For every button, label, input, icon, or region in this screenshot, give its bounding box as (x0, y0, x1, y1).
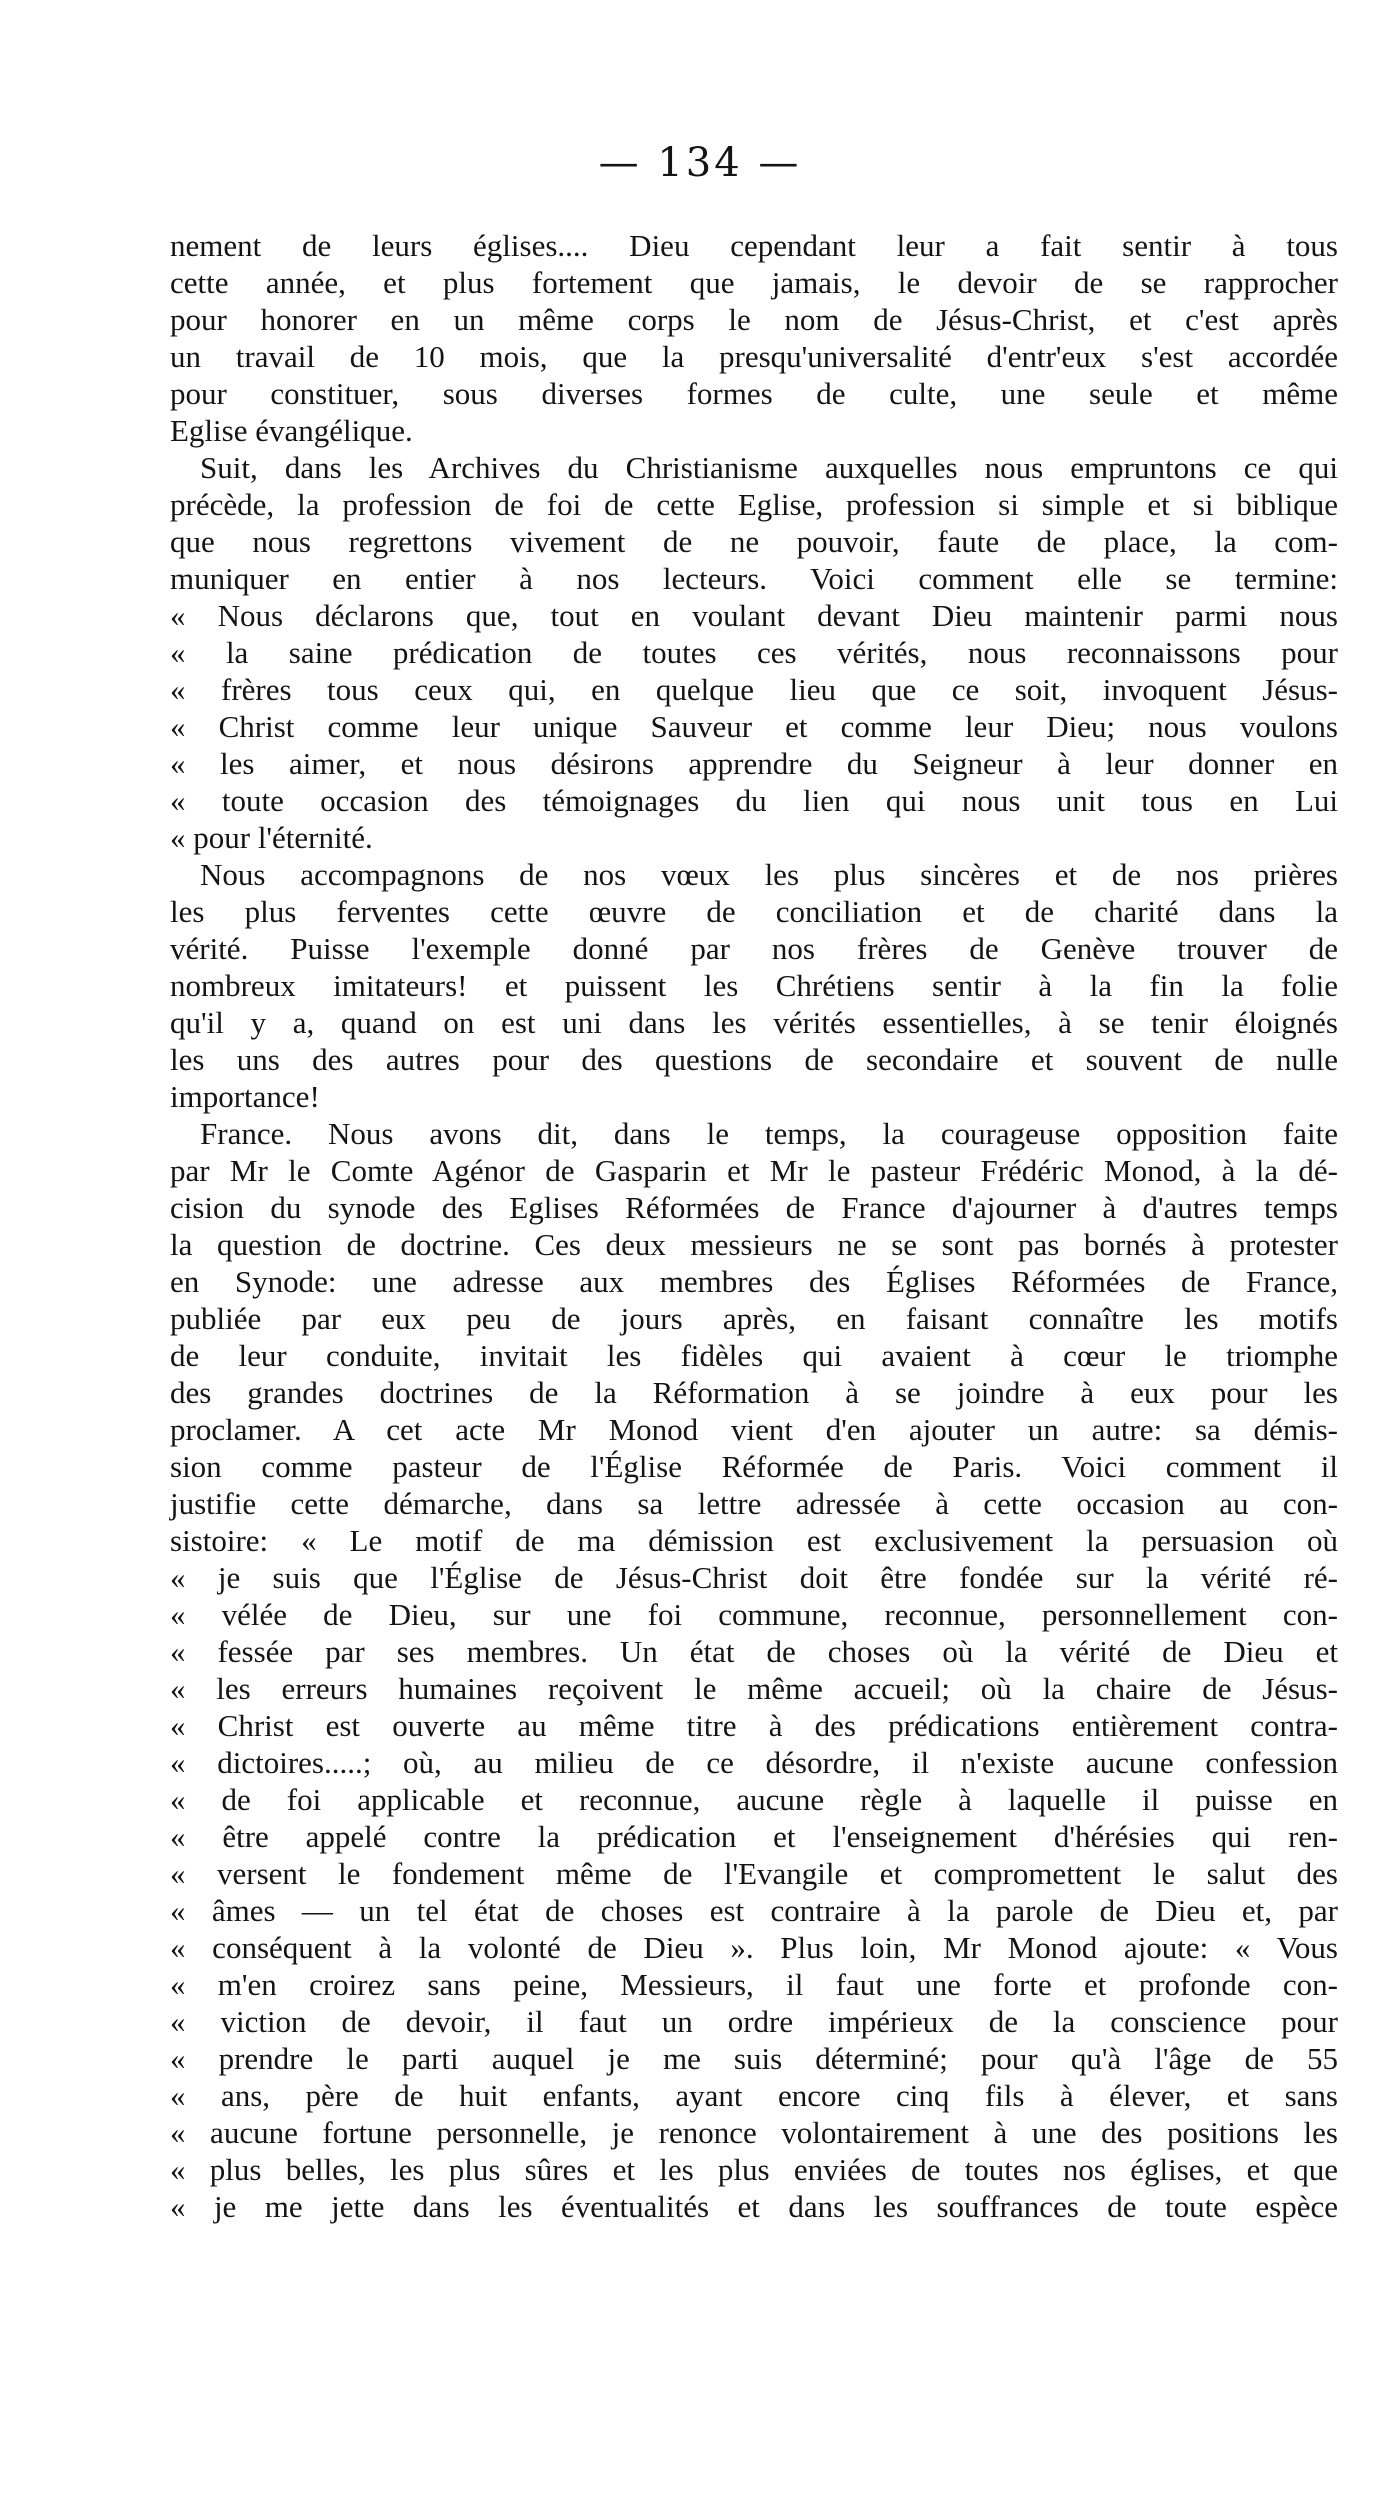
text-line: « fessée par ses membres. Un état de choses où la vérité de Dieu et (170, 1634, 1338, 1669)
text-line: vérité. Puisse l'exemple donné par nos frères de Genève trouver de (170, 931, 1338, 966)
text-line: « aucune fortune personnelle, je renonce volontairement à une des positions les (170, 2115, 1338, 2150)
text-line: « viction de devoir, il faut un ordre impérieux de la conscience pour (170, 2004, 1338, 2039)
text-line: Eglise évangélique. (170, 413, 413, 448)
text-line: sion comme pasteur de l'Église Réformée de Paris. Voici comment il (170, 1449, 1338, 1484)
text-line: « de foi applicable et reconnue, aucune règle à laquelle il puisse en (170, 1782, 1338, 1817)
text-line: des grandes doctrines de la Réformation à se joindre à eux pour les (170, 1375, 1338, 1410)
text-line: importance! (170, 1079, 320, 1114)
text-line: précède, la profession de foi de cette Eglise, profession si simple et si biblique (170, 487, 1338, 522)
text-line: « les aimer, et nous désirons apprendre du Seigneur à leur donner en (170, 746, 1338, 781)
text-line: justifie cette démarche, dans sa lettre adressée à cette occasion au con- (170, 1486, 1338, 1521)
text-line: la question de doctrine. Ces deux messieurs ne se sont pas bornés à protester (170, 1227, 1338, 1262)
text-line: « la saine prédication de toutes ces vérités, nous reconnaissons pour (170, 635, 1338, 670)
text-line: « Nous déclarons que, tout en voulant devant Dieu maintenir parmi nous (170, 598, 1338, 633)
text-line: « ans, père de huit enfants, ayant encore cinq fils à élever, et sans (170, 2078, 1338, 2113)
text-line: un travail de 10 mois, que la presqu'universalité d'entr'eux s'est accordée (170, 339, 1338, 374)
text-line: nement de leurs églises.... Dieu cependant leur a fait sentir à tous (170, 228, 1338, 263)
text-line: « être appelé contre la prédication et l'enseignement d'hérésies qui ren- (170, 1819, 1338, 1854)
text-line: « frères tous ceux qui, en quelque lieu que ce soit, invoquent Jésus- (170, 672, 1338, 707)
text-line: « je me jette dans les éventualités et dans les souffrances de toute espèce (170, 2189, 1338, 2224)
text-line: cision du synode des Eglises Réformées de France d'ajourner à d'autres temps (170, 1190, 1338, 1225)
text-line: qu'il y a, quand on est uni dans les vérités essentielles, à se tenir éloignés (170, 1005, 1338, 1040)
text-line: France. Nous avons dit, dans le temps, la courageuse opposition faite (200, 1116, 1338, 1151)
text-line: « toute occasion des témoignages du lien qui nous unit tous en Lui (170, 783, 1338, 818)
text-line: de leur conduite, invitait les fidèles qui avaient à cœur le triomphe (170, 1338, 1338, 1373)
body-text (170, 227, 1338, 2225)
page-number: — 134 — (598, 140, 802, 186)
text-line: « Christ comme leur unique Sauveur et comme leur Dieu; nous voulons (170, 709, 1338, 744)
text-line: les uns des autres pour des questions de secondaire et souvent de nulle (170, 1042, 1338, 1077)
text-line: les plus ferventes cette œuvre de conciliation et de charité dans la (170, 894, 1338, 929)
text-line: « plus belles, les plus sûres et les plus enviées de toutes nos églises, et que (170, 2152, 1338, 2187)
text-line: « conséquent à la volonté de Dieu ». Plus loin, Mr Monod ajoute: « Vous (170, 1930, 1338, 1965)
text-line: nombreux imitateurs! et puissent les Chrétiens sentir à la fin la folie (170, 968, 1338, 1003)
text-line: en Synode: une adresse aux membres des Églises Réformées de France, (170, 1264, 1338, 1299)
text-line: Nous accompagnons de nos vœux les plus sincères et de nos prières (200, 857, 1338, 892)
text-line: pour honorer en un même corps le nom de Jésus-Christ, et c'est après (170, 302, 1338, 337)
text-line: muniquer en entier à nos lecteurs. Voici comment elle se termine: (170, 561, 1338, 596)
text-line: « âmes — un tel état de choses est contraire à la parole de Dieu et, par (170, 1893, 1338, 1928)
text-line: Suit, dans les Archives du Christianisme auxquelles nous empruntons ce qui (200, 450, 1338, 485)
text-line: que nous regrettons vivement de ne pouvoir, faute de place, la com- (170, 524, 1338, 559)
text-line: « Christ est ouverte au même titre à des prédications entièrement contra- (170, 1708, 1338, 1743)
text-line: proclamer. A cet acte Mr Monod vient d'en ajouter un autre: sa démis- (170, 1412, 1338, 1447)
text-line: « dictoires.....; où, au milieu de ce désordre, il n'existe aucune confession (170, 1745, 1338, 1780)
text-line: publiée par eux peu de jours après, en faisant connaître les motifs (170, 1301, 1338, 1336)
text-line: « versent le fondement même de l'Evangile et compromettent le salut des (170, 1856, 1338, 1891)
text-line: « pour l'éternité. (170, 820, 373, 855)
text-line: « prendre le parti auquel je me suis déterminé; pour qu'à l'âge de 55 (170, 2041, 1338, 2076)
text-line: « m'en croirez sans peine, Messieurs, il faut une forte et profonde con- (170, 1967, 1338, 2002)
text-line: pour constituer, sous diverses formes de culte, une seule et même (170, 376, 1338, 411)
text-line: « les erreurs humaines reçoivent le même accueil; où la chaire de Jésus- (170, 1671, 1338, 1706)
text-line: par Mr le Comte Agénor de Gasparin et Mr le pasteur Frédéric Monod, à la dé- (170, 1153, 1338, 1188)
text-line: sistoire: « Le motif de ma démission est exclusivement la persuasion où (170, 1523, 1338, 1558)
text-line: cette année, et plus fortement que jamais, le devoir de se rapprocher (170, 265, 1338, 300)
text-line: « vélée de Dieu, sur une foi commune, reconnue, personnellement con- (170, 1597, 1338, 1632)
text-line: « je suis que l'Église de Jésus-Christ doit être fondée sur la vérité ré- (170, 1560, 1338, 1595)
